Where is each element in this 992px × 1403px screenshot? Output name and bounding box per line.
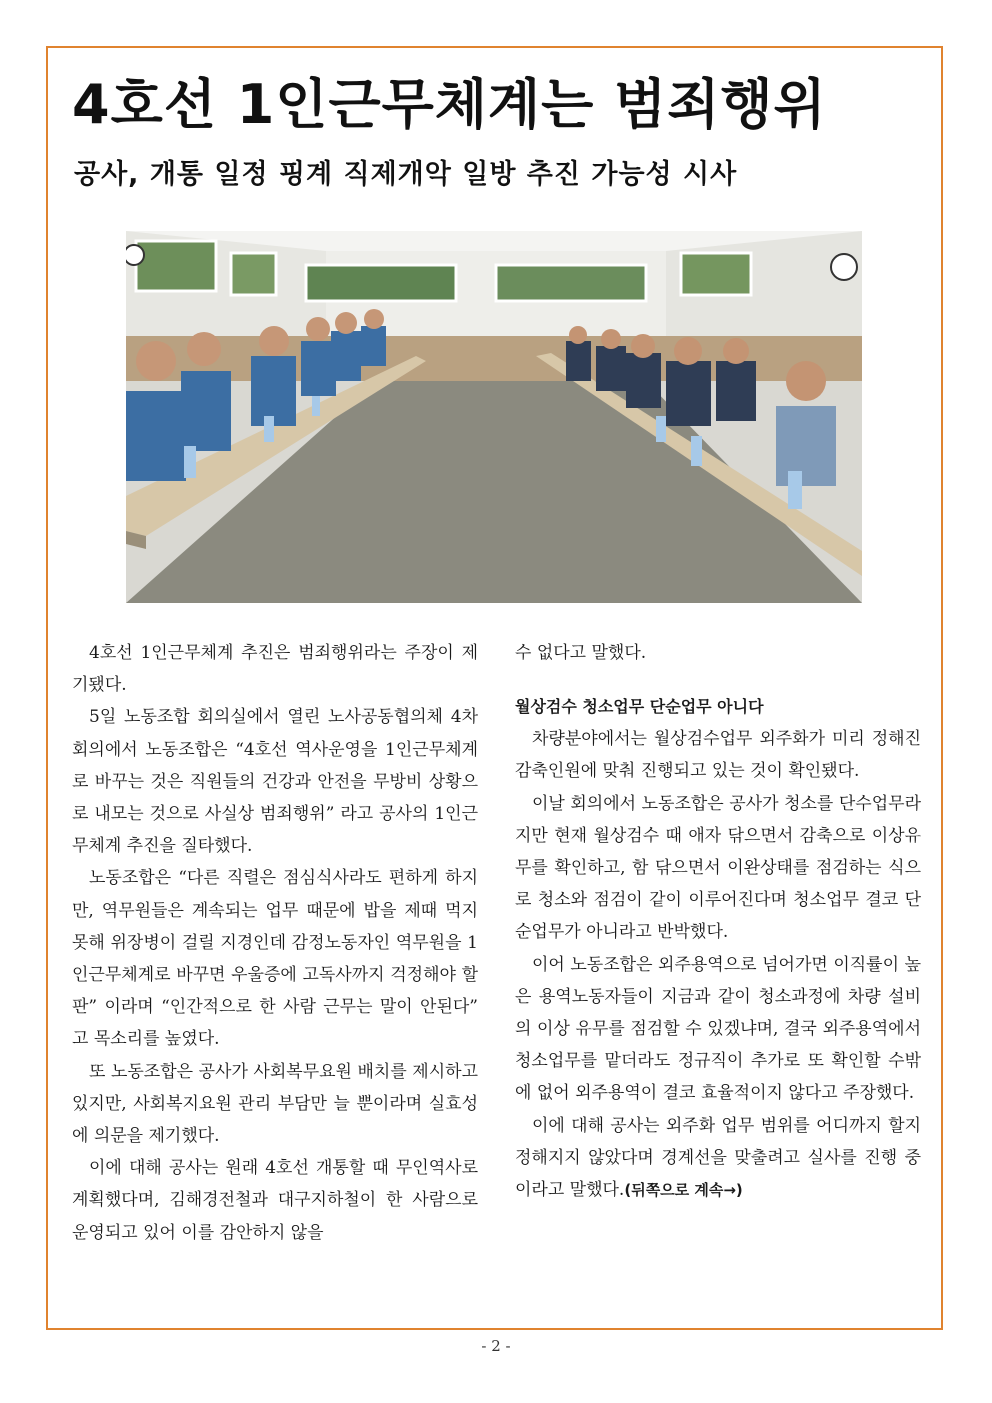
paragraph: 노동조합은 “다른 직렬은 점심식사라도 편하게 하지만, 역무원들은 계속되는 업무 때문에 밥을 제때 먹지 못해 위장병이 걸릴 지경인데 감정노동자인 역무원을 1인근무체계로 바꾸면 우울증에 고독사까지 걱정해야 할 판” 이라며 “인간적으로 한 사람 근무는 말이 안된다” 고 목소리를 높였다. (72, 868, 478, 1050)
paragraph-continuation: 수 없다고 말했다. (515, 643, 647, 663)
subheadline: 공사, 개통 일정 핑계 직제개악 일방 추진 가능성 시사 (74, 159, 738, 190)
meeting-photo (126, 231, 862, 603)
paragraph: 4호선 1인근무체계 추진은 범죄행위라는 주장이 제기됐다. (72, 643, 478, 696)
page-number: - 2 - (481, 1337, 511, 1355)
paragraph: 차량분야에서는 월상검수업무 외주화가 미리 정해진 감축인원에 맞춰 진행되고 있는 것이 확인됐다. (515, 729, 921, 782)
paragraph-with-continued-note (515, 1110, 921, 1207)
continued-note: (뒤쪽으로 계속→) (624, 1181, 743, 1200)
paragraph: 이어 노동조합은 외주용역으로 넘어가면 이직률이 높은 용역노동자들이 지금과 같이 청소과정에 차량 설비의 이상 유무를 점검할 수 있겠냐며, 결국 외주용역에서 청소업무를 맡더라도 정규직이 추가로 또 확인할 수밖에 없어 외주용역이 결코 효율적이지 않다고 주장했다. (515, 954, 921, 1104)
section-heading: 월상검수 청소업무 단순업무 아니다 (515, 697, 764, 717)
article-right-column (515, 637, 921, 1206)
paragraph: 5일 노동조합 회의실에서 열린 노사공동협의체 4차 회의에서 노동조합은 “4호선 역사운영을 1인근무체계로 바꾸는 것은 직원들의 건강과 안전을 무방비 상황으로 내모는 것으로 사실상 범죄행위” 라고 공사의 1인근무체계 추진을 질타했다. (72, 707, 478, 857)
paragraph: 이에 대해 공사는 외주화 업무 범위를 어디까지 할지 정해지지 않았다며 경계선을 맞출려고 실사를 진행 중이라고 말했다. (515, 1115, 921, 1201)
meeting-photo-icon (126, 231, 862, 603)
paragraph: 이에 대해 공사는 원래 4호선 개통할 때 무인역사로 계획했다며, 김해경전철과 대구지하철이 한 사람으로 운영되고 있어 이를 감안하지 않을 (72, 1158, 478, 1243)
article-left-column (72, 637, 478, 1249)
paragraph: 이날 회의에서 노동조합은 공사가 청소를 단수업무라지만 현재 월상검수 때 애자 닦으면서 감축으로 이상유무를 확인하고, 함 닦으면서 이완상태를 점검하는 식으로 청소와 점검이 같이 이루어진다며 청소업무 결코 단순업무가 아니라고 반박했다. (515, 793, 921, 943)
headline: 4호선 1인근무체계는 범죄행위 (72, 73, 827, 136)
paragraph: 또 노동조합은 공사가 사회복무요원 배치를 제시하고 있지만, 사회복지요원 관리 부담만 늘 뿐이라며 실효성에 의문을 제기했다. (72, 1061, 478, 1147)
